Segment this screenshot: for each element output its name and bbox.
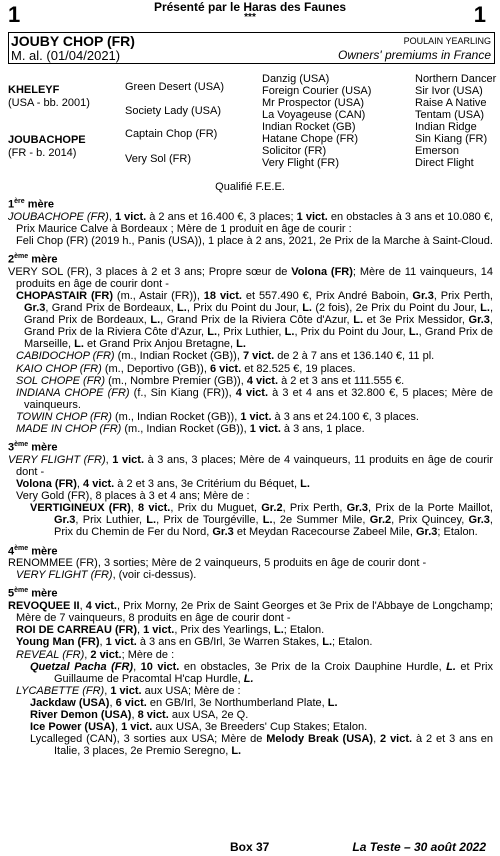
third-dam-text: VERY FLIGHT (FR), 1 vict. à 3 ans, 3 places; Mère de 4 vainqueurs, 11 produits en âge de courir dont - xyxy=(8,453,494,478)
gen3-4: La Voyageuse (CAN) xyxy=(262,109,366,121)
gen2-2: Society Lady (USA) xyxy=(125,105,221,117)
horse-category: POULAIN YEARLING xyxy=(403,36,491,46)
box-number: Box 37 xyxy=(230,840,270,854)
sol-chope-text: SOL CHOPE (FR) (m., Nombre Premier (GB)), 4 vict. à 2 et 3 ans et 111.555 €. xyxy=(16,374,405,387)
qualified-fee: Qualifié F.E.E. xyxy=(215,181,285,193)
lycalleged-text: Lycalleged (CAN), 3 sorties aux USA; Mère de Melody Break (USA), 2 vict. à 2 et 3 ans en Italie, 3 places, 2e Premio Seregno, L. xyxy=(30,733,493,758)
section-2eme-mere: 2ème mère xyxy=(8,253,58,266)
gen3-1: Danzig (USA) xyxy=(262,73,330,85)
dam-info: (FR - b. 2014) xyxy=(8,147,77,159)
jackdaw-text: Jackdaw (USA), 6 vict. en GB/Irl, 3e Northumberland Plate, L. xyxy=(30,696,338,709)
fourth-dam-text: RENOMMEE (FR), 3 sorties; Mère de 2 vainqueurs, 5 produits en âge de courir dont - xyxy=(8,557,427,570)
gen4-4: Tentam (USA) xyxy=(415,109,485,121)
gen2-4: Very Sol (FR) xyxy=(125,153,192,165)
gen3-5: Indian Rocket (GB) xyxy=(262,121,356,133)
kaio-chop-text: KAIO CHOP (FR) (m., Deportivo (GB)), 6 vict. et 82.525 €, 19 places. xyxy=(16,362,356,375)
gen4-7: Emerson xyxy=(415,145,460,157)
cabidochop-text: CABIDOCHOP (FR) (m., Indian Rocket (GB)), 7 vict. de 2 à 7 ans et 136.140 €, 11 pl. xyxy=(16,350,435,363)
header xyxy=(0,0,500,30)
owners-premiums: Owners' premiums in France xyxy=(338,48,491,62)
gen2-3: Captain Chop (FR) xyxy=(125,128,218,140)
footer xyxy=(0,840,500,854)
very-flight-ref: VERY FLIGHT (FR), (voir ci-dessus). xyxy=(16,569,197,582)
chopastair-text: CHOPASTAIR (FR) (m., Astair (FR)), 18 vict. et 557.490 €, Prix André Baboin, Gr.3, Prix Perth, Gr.3, Grand Prix de Bordeaux, L., Prix du Point du Jour, L. (2 fois), 2e Prix du Point du Jour, L., Grand Prix de Bordeaux, L., Grand Prix de la Riviera Côte d'Azur, L. et 3e Prix Messidor, Gr.3, Grand Prix de la Riviera Côte d'Azur, L., Prix Luthier, L., Prix du Point du Jour, L., Grand Prix de Marseille, L. et Grand Prix Anjou Bretagne, L. xyxy=(16,289,494,351)
stars: *** xyxy=(244,12,256,23)
reveal-text: REVEAL (FR), 2 vict.; Mère de : xyxy=(16,648,175,661)
lycabette-text: LYCABETTE (FR), 1 vict. aux USA; Mère de : xyxy=(16,684,241,697)
lot-number-right: 1 xyxy=(473,2,486,27)
horse-name: JOUBY CHOP (FR) xyxy=(11,33,135,49)
title-box xyxy=(8,32,495,64)
gen4-1: Northern Dancer xyxy=(415,73,497,85)
pedigree xyxy=(8,70,498,180)
sire: KHELEYF xyxy=(8,84,60,96)
lot-number: 1 xyxy=(8,2,21,27)
gen3-3: Mr Prospector (USA) xyxy=(262,97,365,109)
horse-info: M. al. (01/04/2021) xyxy=(11,48,121,63)
gen4-2: Sir Ivor (USA) xyxy=(415,85,483,97)
gen4-3: Raise A Native xyxy=(415,97,487,109)
gen3-2: Foreign Courier (USA) xyxy=(262,85,372,97)
made-in-chop-text: MADE IN CHOP (FR) (m., Indian Rocket (GB)), 1 vict. à 3 ans, 1 place. xyxy=(16,423,365,435)
sale-place-date: La Teste – 30 août 2022 xyxy=(352,840,486,854)
presented-by: Présenté par le Haras des Faunes xyxy=(153,0,347,14)
section-1ere-mere: 1ère mère xyxy=(8,198,54,211)
catalogue-notes xyxy=(8,192,493,757)
gen3-8: Very Flight (FR) xyxy=(262,157,340,169)
fifth-dam-text: REVOQUEE II, 4 vict., Prix Morny, 2e Prix de Saint Georges et 3e Prix de l'Abbaye de Longchamp; Mère de 7 vainqueurs, 8 produits en âge de courir dont - xyxy=(8,600,493,625)
gen4-6: Sin Kiang (FR) xyxy=(415,133,488,145)
sire-info: (USA - bb. 2001) xyxy=(8,97,90,109)
ice-power-text: Ice Power (USA), 1 vict. aux USA, 3e Breeders' Cup Stakes; Etalon. xyxy=(30,721,368,734)
river-demon-text: River Demon (USA), 8 vict. aux USA, 2e Q. xyxy=(30,709,249,722)
dam: JOUBACHOPE xyxy=(8,134,86,146)
quetzal-pacha-text: Quetzal Pacha (FR), 10 vict. en obstacles, 3e Prix de la Croix Dauphine Hurdle, L. et Prix Guillaume de Pracomtal H'cap Hurdle, L. xyxy=(30,660,493,685)
volona-text: Volona (FR), 4 vict. à 2 et 3 ans, 3e Critérium du Béquet, L. xyxy=(16,478,310,491)
section-3eme-mere: 3ème mère xyxy=(8,441,58,454)
second-dam-text: VERY SOL (FR), 3 places à 2 et 3 ans; Propre sœur de Volona (FR); Mère de 11 vainqueurs, 14 produits en âge de courir dont - xyxy=(8,265,493,290)
gen3-6: Hatane Chope (FR) xyxy=(262,133,358,145)
section-5eme-mere: 5ème mère xyxy=(8,587,58,601)
first-dam-text: JOUBACHOPE (FR), 1 vict. à 2 ans et 16.400 €, 3 places; 1 vict. en obstacles à 3 ans et 10.080 €, Prix Maurice Calve à Bordeaux ; Mère de 1 produit en âge de courir : xyxy=(8,210,494,235)
vertigineux-text: VERTIGINEUX (FR), 8 vict., Prix du Muguet, Gr.2, Prix Perth, Gr.3, Prix de la Porte Maillot, Gr.3, Prix Luthier, L., Prix de Tourgéville, L., 2e Summer Mile, Gr.2, Prix Quincey, Gr.3, Prix du Chemin de Fer du Nord, Gr.3 et Meydan Racecourse Zabeel Mile, Gr.3; Etalon. xyxy=(30,502,493,539)
young-man-text: Young Man (FR), 1 vict. à 3 ans en GB/Irl, 3e Warren Stakes, L.; Etalon. xyxy=(16,636,373,649)
first-dam-produce: Feli Chop (FR) (2019 h., Panis (USA)), 1 place à 2 ans, 2021, 2e Prix de la Marche à Saint-Cloud. xyxy=(16,234,493,247)
indiana-chope-text: INDIANA CHOPE (FR) (f., Sin Kiang (FR)), 4 vict. à 3 et 4 ans et 32.800 €, 5 places; Mère de vainqueurs. xyxy=(16,386,493,411)
gen3-7: Solicitor (FR) xyxy=(262,145,327,157)
towin-chop-text: TOWIN CHOP (FR) (m., Indian Rocket (GB)), 1 vict. à 3 ans et 24.100 €, 3 places. xyxy=(16,410,419,423)
gen2-1: Green Desert (USA) xyxy=(125,81,225,93)
roi-de-carreau-text: ROI DE CARREAU (FR), 1 vict., Prix des Yearlings, L.; Etalon. xyxy=(16,624,325,637)
section-4eme-mere: 4ème mère xyxy=(8,544,58,558)
gen4-5: Indian Ridge xyxy=(415,121,477,133)
very-gold-text: Very Gold (FR), 8 places à 3 et 4 ans; Mère de : xyxy=(16,490,250,503)
gen4-8: Direct Flight xyxy=(415,157,474,169)
